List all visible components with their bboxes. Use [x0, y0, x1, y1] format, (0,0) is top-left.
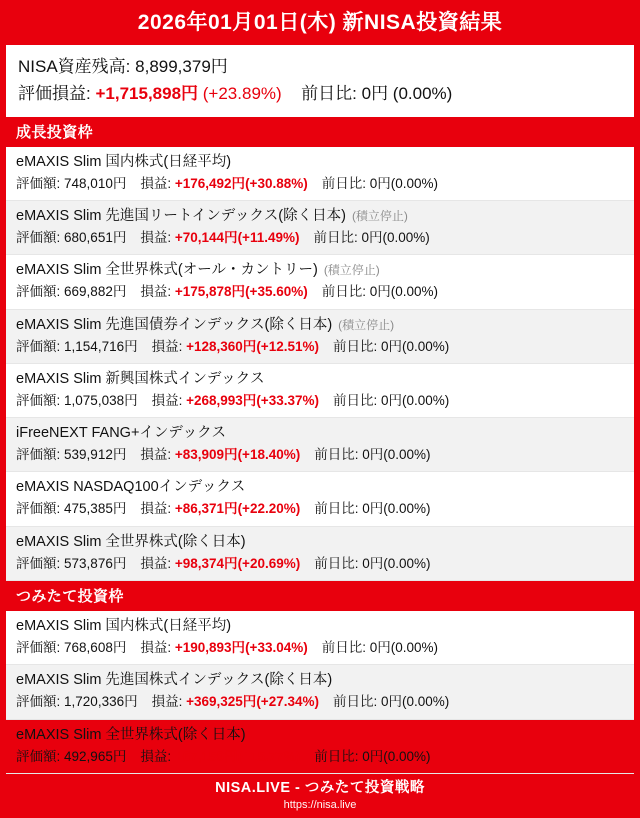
report-header [6, 6, 634, 45]
fund-detail-row [16, 228, 624, 248]
balance-value: 8,899,379円 [135, 57, 228, 77]
footer-title: NISA.LIVE - つみたて投資戦略 [215, 779, 425, 796]
pl-amount: +369,325円 [186, 694, 257, 710]
report-footer [6, 774, 634, 818]
prev-label: 前日比: [314, 447, 359, 463]
prev-value: 0円(0.00%) [381, 338, 450, 354]
fund-name-row [16, 152, 624, 173]
pl-label: 損益: [140, 640, 172, 656]
fund-name-row [16, 477, 624, 498]
value-amount: 492,965円 [64, 748, 127, 764]
list-item [6, 364, 634, 418]
balance-row [18, 54, 622, 80]
value-label: 評価額: [16, 640, 61, 656]
section-header-tsumitate [6, 581, 634, 611]
prev-label: 前日比: [321, 640, 366, 656]
list-item [6, 147, 634, 201]
pl-amount: +175,878円 [174, 284, 246, 300]
summary-panel [6, 45, 634, 117]
value-amount: 1,720,336円 [64, 694, 138, 710]
prev-label: 前日比: [321, 175, 366, 191]
prev-value: 0円(0.00%) [362, 555, 431, 571]
footer-url[interactable]: https://nisa.live [283, 799, 357, 812]
fund-detail-row [16, 174, 624, 194]
fund-detail-row [16, 554, 624, 574]
fund-name: eMAXIS Slim 全世界株式(除く日本) [16, 726, 246, 743]
pl-label: 損益: [140, 175, 172, 191]
pl-amount: +190,893円 [174, 640, 246, 656]
value-label: 評価額: [16, 555, 61, 571]
pl-label: 損益: [140, 284, 172, 300]
value-label: 評価額: [16, 748, 61, 764]
pl-label: 損益: [151, 392, 183, 408]
list-item [6, 527, 634, 581]
pl-label: 損益: [140, 501, 172, 517]
fund-name: eMAXIS NASDAQ100インデックス [16, 479, 246, 496]
fund-detail-row [16, 445, 624, 465]
value-amount: 573,876円 [64, 555, 127, 571]
value-label: 評価額: [16, 338, 61, 354]
pl-amount: +176,492円 [174, 175, 246, 191]
prev-value: 0円(0.00%) [369, 284, 439, 300]
prev-value: 0円(0.00%) [381, 392, 450, 408]
list-item [6, 310, 634, 364]
profit-loss-row [18, 81, 622, 107]
pl-label: 損益: [140, 748, 172, 764]
fund-detail-row [16, 692, 624, 712]
fund-name-row [16, 725, 624, 746]
value-amount: 539,912円 [64, 447, 127, 463]
prev-label: 前日比: [314, 555, 359, 571]
prev-label: 前日比: [332, 694, 378, 710]
fund-name: eMAXIS Slim 全世界株式(除く日本) [16, 533, 246, 550]
paused-badge: (積立停止) [351, 209, 408, 224]
fund-name: iFreeNEXT FANG+インデックス [16, 425, 226, 442]
fund-name-row [16, 369, 624, 390]
fund-name: eMAXIS Slim 先進国リートインデックス(除く日本) [16, 208, 346, 225]
value-amount: 680,651円 [64, 230, 127, 246]
list-item [6, 665, 634, 719]
fund-detail-row [16, 282, 624, 302]
prev-value: 0円(0.00%) [362, 748, 431, 764]
prev-label: 前日比: [332, 338, 378, 354]
pl-rate: (+35.60%) [245, 284, 308, 300]
value-label: 評価額: [16, 175, 61, 191]
pl-rate: (+11.49%) [237, 230, 300, 246]
profit-loss-value: +1,715,898円 [95, 83, 199, 103]
prev-label: 前日比: [314, 501, 359, 517]
section-header-growth [6, 117, 634, 147]
prev-day-label: 前日比: [301, 83, 357, 103]
pl-rate: (+33.04%) [245, 640, 308, 656]
value-label: 評価額: [16, 392, 61, 408]
value-amount: 748,010円 [64, 175, 127, 191]
fund-name-row [16, 315, 624, 336]
pl-amount: +83,909円 [174, 447, 238, 463]
value-amount: 669,882円 [64, 284, 127, 300]
value-label: 評価額: [16, 501, 61, 517]
pl-label: 損益: [151, 694, 183, 710]
list-item [6, 720, 634, 774]
fund-name-row [16, 260, 624, 281]
value-amount: 768,608円 [64, 640, 127, 656]
fund-name-row [16, 670, 624, 691]
prev-day-value: 0円 (0.00%) [361, 83, 453, 103]
fund-name-row [16, 616, 624, 637]
list-item [6, 418, 634, 472]
value-label: 評価額: [16, 230, 61, 246]
paused-badge: (積立停止) [338, 317, 395, 332]
value-label: 評価額: [16, 284, 61, 300]
fund-name: eMAXIS Slim 先進国株式インデックス(除く日本) [16, 672, 333, 689]
fund-detail-row [16, 337, 624, 357]
section-title: つみたて投資枠 [16, 588, 124, 605]
pl-rate: (+20.69%) [237, 555, 301, 571]
pl-rate: (+27.34%) [256, 694, 319, 710]
pl-amount: +268,993円 [186, 392, 257, 408]
pl-label: 損益: [151, 338, 183, 354]
page-title: 2026年01月01日(木) 新NISA投資結果 [137, 11, 503, 34]
pl-rate: (+30.88%) [245, 175, 308, 191]
list-item [6, 611, 634, 665]
list-item [6, 472, 634, 526]
prev-value: 0円(0.00%) [361, 230, 430, 246]
list-item [6, 201, 634, 255]
pl-label: 損益: [140, 230, 172, 246]
prev-label: 前日比: [314, 748, 359, 764]
fund-name: eMAXIS Slim 新興国株式インデックス [16, 370, 265, 387]
pl-amount: +128,360円 [186, 338, 257, 354]
prev-label: 前日比: [321, 284, 366, 300]
balance-label: NISA資産残高: [18, 57, 131, 77]
prev-label: 前日比: [313, 230, 358, 246]
section-title: 成長投資枠 [16, 123, 94, 141]
prev-value: 0円(0.00%) [381, 694, 450, 710]
pl-rate: (+22.20%) [237, 501, 301, 517]
prev-value: 0円(0.00%) [362, 447, 431, 463]
pl-amount: +98,374円 [174, 555, 238, 571]
profit-loss-rate: (+23.89%) [202, 83, 282, 103]
fund-name-row [16, 532, 624, 553]
pl-amount: +67,159円 [174, 748, 238, 764]
value-amount: 1,154,716円 [64, 338, 138, 354]
pl-rate: (+33.37%) [256, 392, 319, 408]
list-item [6, 255, 634, 309]
pl-amount: +86,371円 [174, 501, 238, 517]
value-amount: 1,075,038円 [64, 392, 138, 408]
fund-detail-row [16, 499, 624, 519]
prev-value: 0円(0.00%) [369, 640, 439, 656]
fund-detail-row [16, 747, 624, 767]
fund-name: eMAXIS Slim 全世界株式(オール・カントリー) [16, 262, 318, 279]
fund-name-row [16, 423, 624, 444]
fund-name: eMAXIS Slim 先進国債券インデックス(除く日本) [16, 316, 333, 333]
value-label: 評価額: [16, 694, 61, 710]
prev-label: 前日比: [332, 392, 378, 408]
fund-name-row [16, 206, 624, 227]
pl-rate: (+12.51%) [256, 338, 319, 354]
value-amount: 475,385円 [64, 501, 127, 517]
fund-detail-row [16, 638, 624, 658]
fund-name: eMAXIS Slim 国内株式(日経平均) [16, 618, 232, 634]
pl-rate: (+18.40%) [237, 447, 301, 463]
pl-rate: (+15.77%) [237, 748, 301, 764]
paused-badge: (積立停止) [323, 263, 380, 278]
profit-loss-label: 評価損益: [18, 83, 91, 103]
fund-detail-row [16, 391, 624, 411]
prev-value: 0円(0.00%) [362, 501, 431, 517]
pl-label: 損益: [140, 447, 172, 463]
pl-amount: +70,144円 [174, 230, 238, 246]
pl-label: 損益: [140, 555, 172, 571]
fund-name: eMAXIS Slim 国内株式(日経平均) [16, 153, 232, 170]
prev-value: 0円(0.00%) [369, 175, 439, 191]
value-label: 評価額: [16, 447, 61, 463]
